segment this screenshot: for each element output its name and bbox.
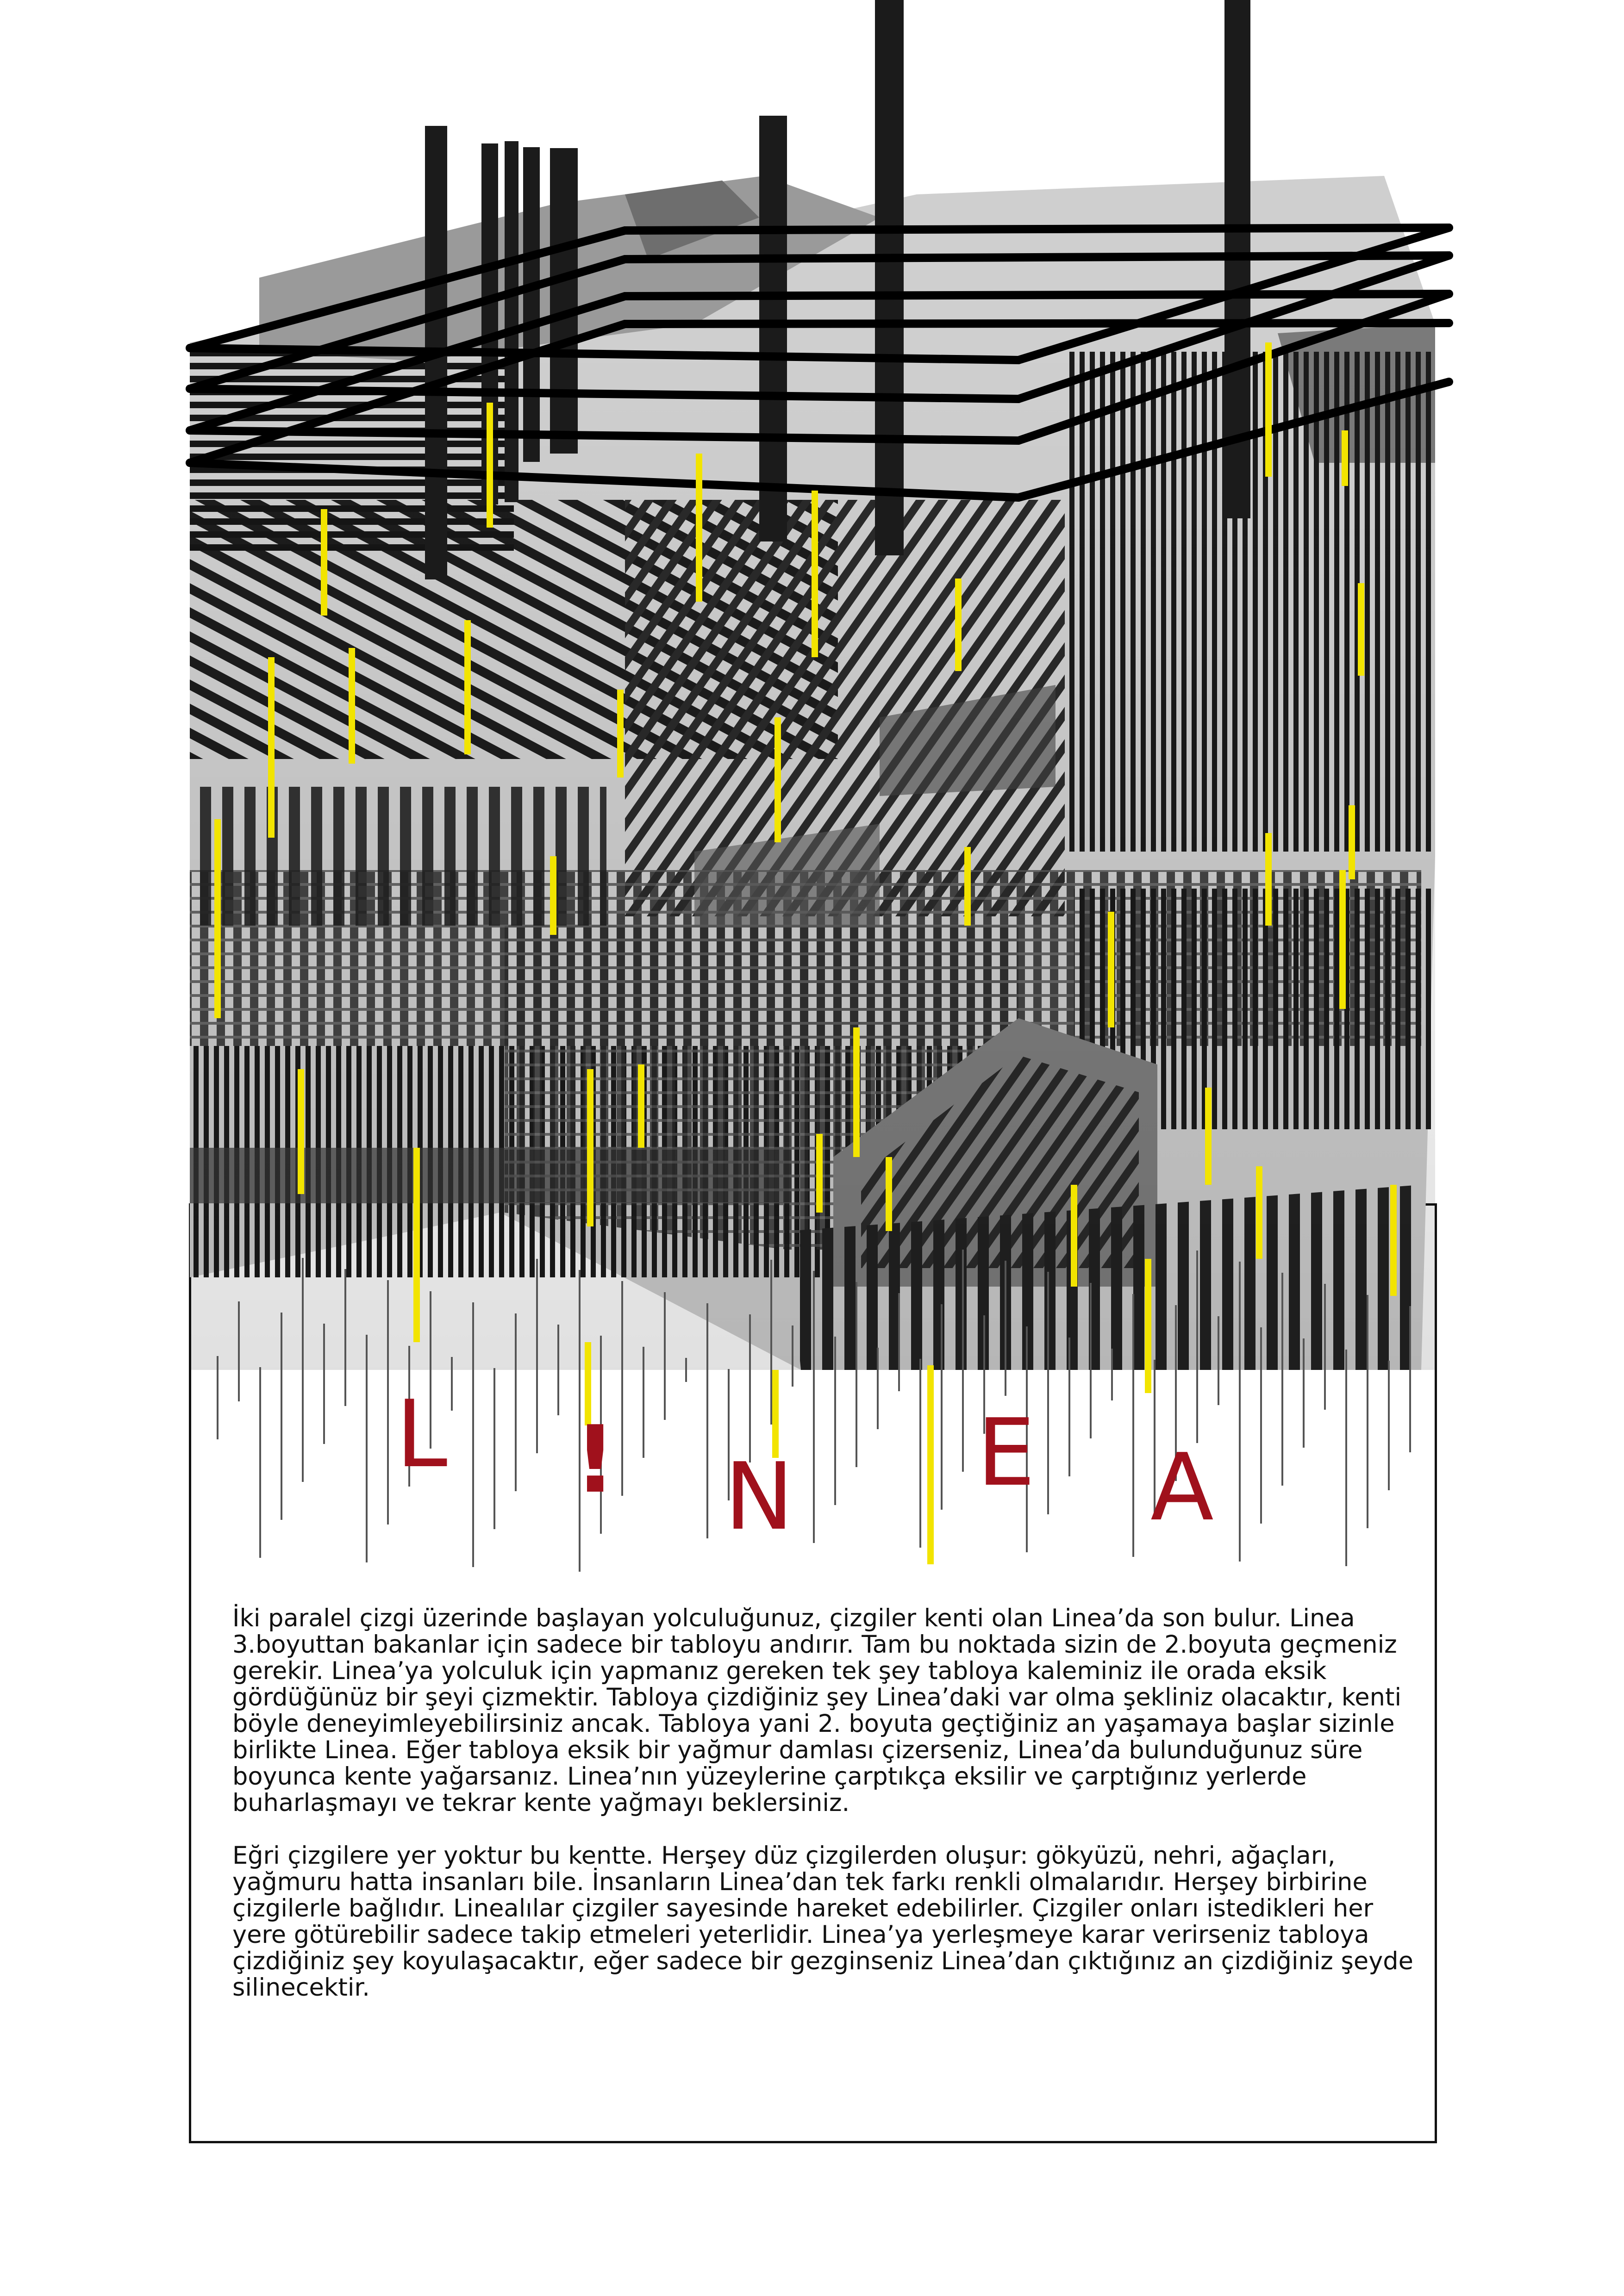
title-letter-i: ! xyxy=(574,1406,617,1514)
paragraph-2: Eğri çizgilere yer yoktur bu kentte. Herşey düz çizgilerden oluşur: gökyüzü, nehri, ağaçları, yağmuru hatta insanları bile. İnsanların Linea’dan tek farkı renkli olmalarıdır. Herşey birbirine çizgilerle bağlıdır. Linealılar çizgiler sayesinde hareket edebilirler. Çizgiler onları istedikleri her yere götürebilir sadece takip etmeleri yeterlidir. Linea’ya yerleşmeye karar verirseniz tabloya çizdiğiniz şey koyulaşacaktır, eğer sadece bir gezginseniz Linea’dan çıktığınız an çizdiğiniz şeyde silinecektir. xyxy=(232,1842,1413,2002)
paragraph-1: İki paralel çizgi üzerinde başlayan yolculuğunuz, çizgiler kenti olan Linea’da son bulur. Linea 3.boyuttan bakanlar için sadece bir tabloyu andırır. Tam bu noktada sizin de 2.boyuta geçmeniz gerekir. Linea’ya yolculuk için yapmanız gereken tek şey tabloya kaleminiz ile orada eksik gördüğünüz bir şeyi çizmektir. Tabloya çizdiğiniz şey Linea’daki var olma şekliniz olacaktır, kenti böyle deneyimleyebilirsiniz ancak. Tabloya yani 2. boyuta geçtiğiniz an yaşamaya başlar sizinle birlikte Linea. Eğer tabloya eksik bir yağmur damlası çizerseniz, Linea’da bulunduğunuz süre boyunca kente yağarsanız. Linea’nın yüzeylerine çarptıkça eksilir ve çarptığınız yerlerde buharlaşmayı ve tekrar kente yağmayı beklersiniz. xyxy=(232,1604,1402,1817)
body-text xyxy=(232,1605,1418,2001)
title-letter-e: E xyxy=(977,1399,1036,1507)
title-letter-a: A xyxy=(1150,1434,1214,1542)
title-letter-l: L xyxy=(396,1381,448,1488)
title-letter-n: N xyxy=(725,1443,794,1551)
